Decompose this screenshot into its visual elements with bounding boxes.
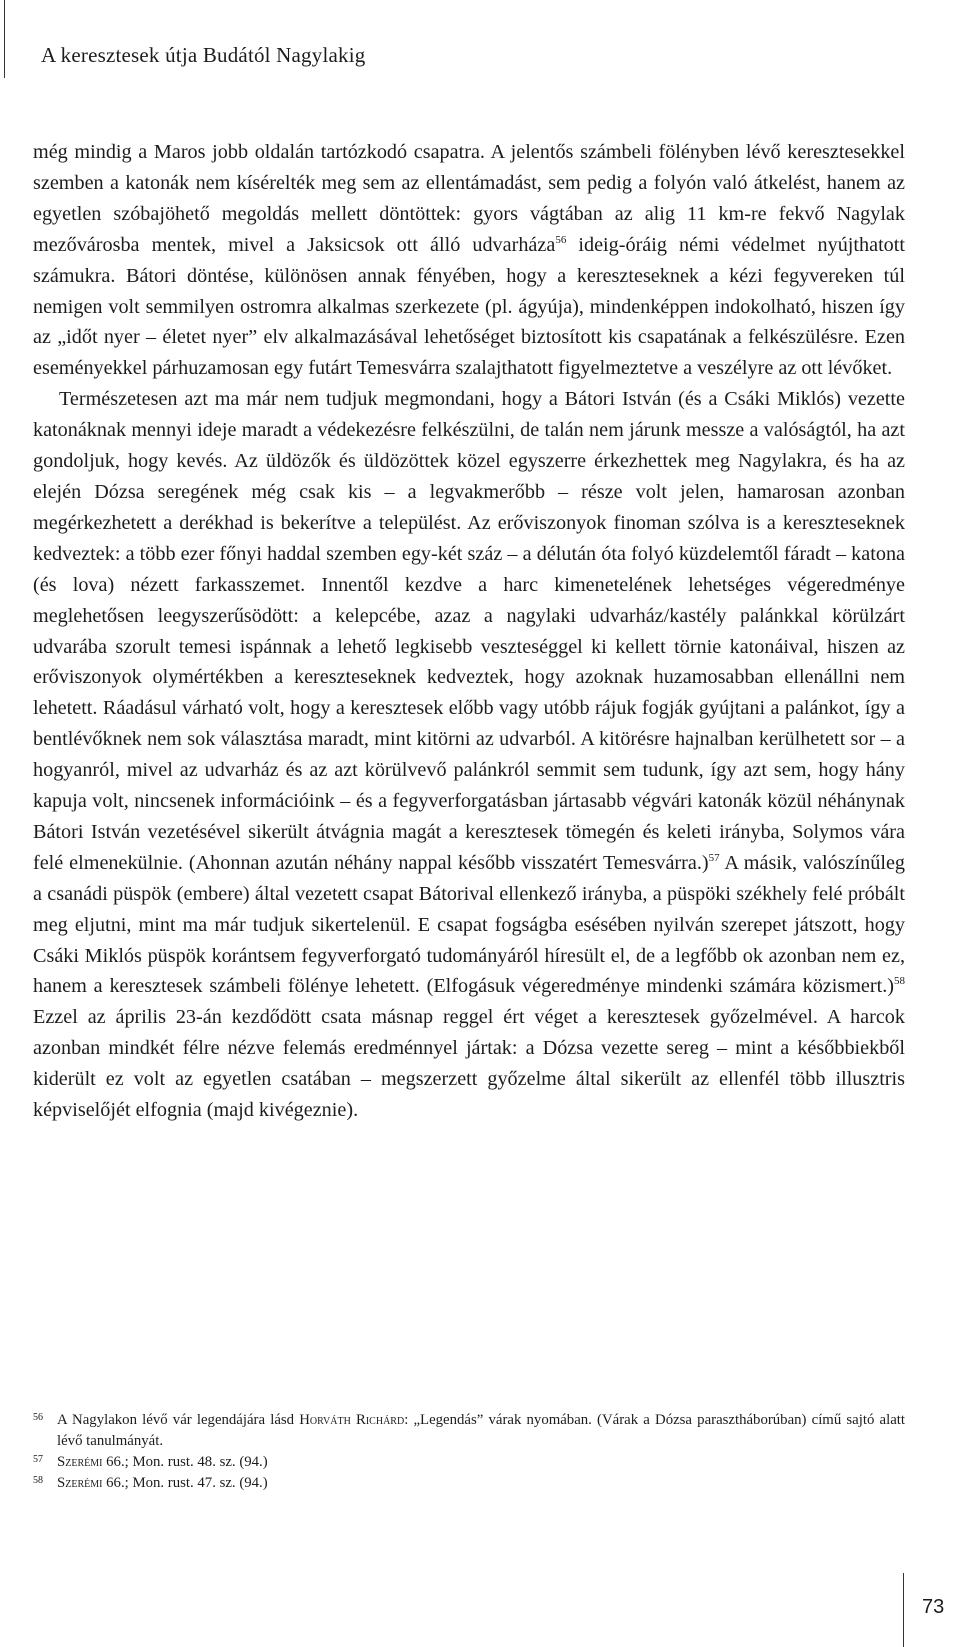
paragraph-2 (33, 384, 905, 1126)
footnote-text: A Nagylakon lévő vár legendájára lásd (57, 1412, 300, 1428)
header-rule (4, 0, 5, 78)
paragraph-2-text-b: A másik, valószínűleg a csanádi püspök (embere) által vezetett csapat Bátorival ellenkező irányba, a püspöki székhely felé próbált meg eljutni, mint ma már tudjuk sikertelenül. E csapat fogságba esésében nyilván szerepet játszott, hogy Csáki Miklós püspök korántsem fegyverforgató tudományáról híresült el, de a legfőbb ok azonban nem ez, hanem a keresztesek számbeli fölénye lehetett. (Elfogásuk végeredménye mindenki számára közismert.) (33, 851, 905, 998)
paragraph-1-text-b: ideig-óráig némi védelmet nyújthatott számukra. Bátori döntése, különösen annak fényében, hogy a kereszteseknek a kézi fegyvereken túl nemigen volt semmilyen ostromra alkalmas szerkezete (pl. ágyúja), mindenképpen indokolható, hiszen így az „időt nyer – életet nyer” elv alkalmazásával lehetőséget biztosított kis csapatának a felkészülésre. Ezen eseményekkel párhuzamosan egy futárt Temesvárra szalajthatott figyelmeztetve a veszélyre az ott lévőket. (33, 233, 905, 380)
footnote-58 (33, 1473, 905, 1494)
footnote-number: 57 (33, 1454, 43, 1465)
footnote-ref-58[interactable]: 58 (894, 975, 905, 988)
footnote-56 (33, 1410, 905, 1452)
footnote-text: 66.; Mon. rust. 48. sz. (94.) (102, 1454, 268, 1470)
page-number-rule (903, 1573, 904, 1647)
footnote-ref-57[interactable]: 57 (708, 851, 720, 864)
footnote-author: Szerémi (57, 1454, 103, 1470)
running-title: A keresztesek útja Budától Nagylakig (41, 43, 366, 67)
paragraph-1 (33, 137, 905, 384)
footnote-author: Szerémi (57, 1475, 103, 1491)
footnote-text: : „Legendás” várak nyomában. (Várak a Dózsa parasztháborúban) című sajtó alatt lévő tanulmányát. (57, 1412, 905, 1449)
paragraph-2-text-a: Természetesen azt ma már nem tudjuk megmondani, hogy a Bátori István (és a Csáki Miklós) vezette katonáknak mennyi ideje maradt a védekezésre felkészülni, de talán nem járunk messze a valóságtól, ha azt gondoljuk, hogy kevés. Az üldözők és üldözöttek közel egyszerre érkezhettek meg Nagylakra, és ha az elején Dózsa seregének még csak kis – a legvakmerőbb – része volt jelen, hamarosan azonban megérkezhetett a derékhad is bekerítve a települést. Az erőviszonyok finoman szólva is a kereszteseknek kedveztek: a több ezer főnyi haddal szemben egy-két száz – a délután óta folyó küzdelemtől fáradt – katona (és lova) nézett farkasszemet. Innentől kezdve a harc kimenetelének lehetséges végeredménye meglehetősen leegyszerűsödött: a kelepcébe, azaz a nagylaki udvarház/kastély palánkkal körülzárt udvarába szorult temesi ispánnak a lehető legkisebb veszteséggel ki kellett törnie katonáival, hiszen az erőviszonyok olymértékben a kereszteseknek kedveztek, hogy azoknak huzamosabban ellenállni nem lehetett. Ráadásul várható volt, hogy a keresztesek előbb vagy utóbb rájuk fogják gyújtani a palánkot, így a bentlévőknek nem sok választása maradt, mint kitörni az udvarból. A kitörésre hajnalban kerülhetett sor – a hogyanról, mivel az udvarház és az azt körülvevő palánkról semmit sem tudunk, így azt sem, hogy hány kapuja volt, nincsenek információink – és a fegyverforgatásban jártasabb végvári katonák közül néhánynak Bátori István vezetésével sikerült átvágnia magát a keresztesek tömegén és keleti irányba, Solymos vára felé elmenekülnie. (Ahonnan azután néhány nappal később visszatért Temesvárra.) (33, 388, 905, 874)
footnote-57 (33, 1452, 905, 1473)
paragraph-1-text-a: még mindig a Maros jobb oldalán tartózkodó csapatra. A jelentős számbeli fölényben lévő keresztesekkel szemben a katonák nem kísérelték meg sem az ellentámadást, sem pedig a folyón való átkelést, hanem az egyetlen szóbajöhető megoldás mellett döntöttek: gyors vágtában az alig 11 km-re fekvő Nagylak mezővárosba mentek, mivel a Jaksicsok ott álló udvarháza (33, 141, 905, 256)
footnote-number: 58 (33, 1475, 43, 1486)
footnote-text: 66.; Mon. rust. 47. sz. (94.) (102, 1475, 268, 1491)
footnote-ref-56[interactable]: 56 (555, 233, 567, 246)
footnote-number: 56 (33, 1412, 43, 1423)
footnotes (33, 1410, 905, 1494)
footnote-author: Horváth Richárd (299, 1412, 405, 1428)
body-text (33, 137, 905, 1126)
page-number: 73 (922, 1596, 945, 1618)
paragraph-2-text-c: Ezzel az április 23-án kezdődött csata másnap reggel ért véget a keresztesek győzelmével. A harcok azonban mindkét félre nézve felemás eredménnyel jártak: a Dózsa vezette sereg – mint a későbbiekből kiderült ez volt az egyetlen csatában – megszerzett győzelme által sikerült az ellenfél több illusztris képviselőjét elfognia (majd kivégeznie). (33, 1006, 905, 1122)
